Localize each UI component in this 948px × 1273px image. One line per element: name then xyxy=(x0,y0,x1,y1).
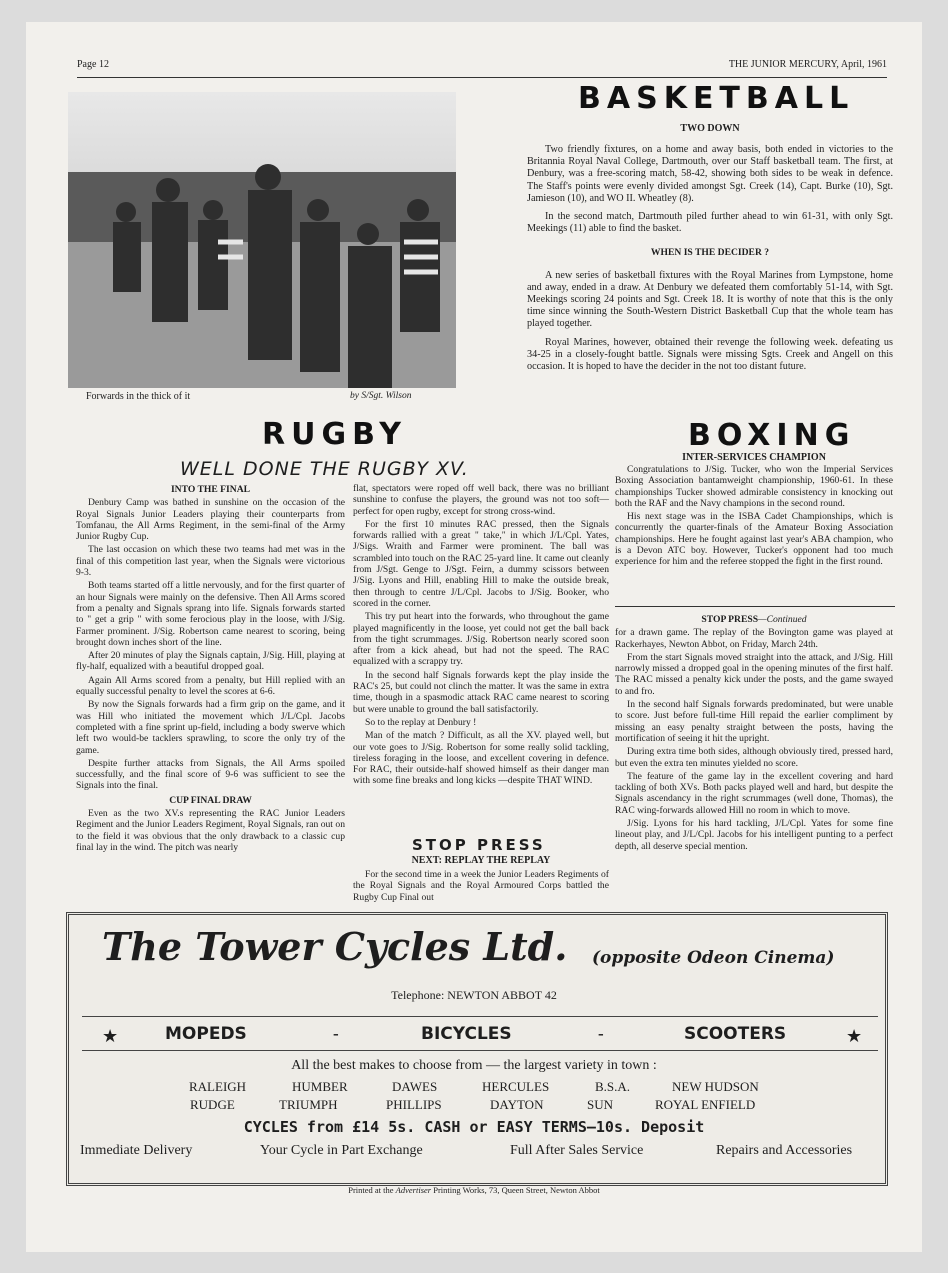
brand: PHILLIPS xyxy=(386,1097,442,1112)
advert-deal: CYCLES from £14 5s. CASH or EASY TERMS—10s. Deposit xyxy=(243,1118,705,1136)
stop-press-text-block xyxy=(353,869,609,905)
category-separator: - xyxy=(598,1024,604,1043)
stop-press-paragraph: From the start Signals moved straight into the attack, and J/Sig. Hill narrowly missed a dropped goal in the opening minutes of the first half. The RAC missed a penalty kick under the posts, and the game swayed to and fro. xyxy=(615,651,893,697)
basketball-paragraph: Royal Marines, however, obtained their revenge the following week. defeating us 34-25 in a closely-fought battle. Signals were missing Sgts. Creek and Angell on this occasion. It is hoped to have the decider in the not too distant future. xyxy=(527,336,893,373)
boxing-paragraph: His next stage was in the ISBA Cadet Championships, which is concurrently the quarter-finals of the Amateur Boxing Association championships. Here he fought against last year's ABA champion, who is a Devon ATC boy. However, Tucker's opponent had too much experience for him and the referee stopped the fight in the first round. xyxy=(615,511,893,568)
header-rule xyxy=(77,77,887,78)
brand: NEW HUDSON xyxy=(672,1079,759,1094)
stop-press-continued xyxy=(615,611,893,854)
brand: B.S.A. xyxy=(595,1079,631,1094)
rugby-photo xyxy=(68,92,456,388)
brand: SUN xyxy=(587,1097,614,1112)
printer-pre: Printed at the xyxy=(348,1185,396,1195)
printer-post: Printing Works, 73, Queen Street, Newton Abbot xyxy=(431,1185,600,1195)
star-icon: ★ xyxy=(846,1026,863,1046)
basketball-paragraph: In the second match, Dartmouth piled further ahead to win 61-31, with only Sgt. Meekings (11) able to find the basket. xyxy=(527,211,893,235)
rugby-title: RUGBY xyxy=(262,417,408,452)
stop-press-heading xyxy=(615,614,893,625)
masthead: THE JUNIOR MERCURY, April, 1961 xyxy=(728,59,887,70)
boxing-rule xyxy=(615,606,895,607)
stop-press-paragraph: for a drawn game. The replay of the Bovington game was played at Rackerhayes, Newton Abbot, on Friday, March 24th. xyxy=(615,627,893,650)
advert-location: (opposite Odeon Cinema) xyxy=(592,948,835,968)
category-bicycles: BICYCLES xyxy=(421,1024,512,1044)
rugby-paragraph: Both teams started off a little nervously, and for the first quarter of an hour Signals were mainly on the defensive. Then All Arms scored from a penalty and Signals sprang into life. Signals forwards started to " get a grip " with some ferocious play in the loose, with J/Sig. Farmer prominent. J/Sig. Robertson came nearest to scoring, being brought down inches short of the line. xyxy=(76,580,345,648)
stop-press-text: For the second time in a week the Junior Leaders Regiments of the Royal Signals and the Royal Armoured Corps battled the Rugby Cup Final out xyxy=(353,869,609,903)
brand: HUMBER xyxy=(292,1079,348,1094)
rugby-players-image xyxy=(68,92,456,388)
page-number: Page 12 xyxy=(77,59,109,70)
basketball-title: BASKETBALL xyxy=(578,81,855,116)
rugby-paragraph: Even as the two XV.s representing the RAC Junior Leaders Regiment and the Junior Leaders Regiment, Royal Signals, ran out on to the field it was obvious that the only drawback to a classic cup final lay in the wind. The pitch was nearly xyxy=(76,808,345,853)
rugby-paragraph: The last occasion on which these two teams had met was in the final of this competition last year, when the Signals were victorious 9-3. xyxy=(76,544,345,579)
service: Full After Sales Service xyxy=(510,1143,644,1158)
basketball-subheading: WHEN IS THE DECIDER ? xyxy=(650,247,770,259)
rugby-paragraph: flat, spectators were roped off well back, there was no brilliant sunshine to confuse the players, the ground was not too soft—perfect for open rugby, except for strong cross-wind. xyxy=(353,483,609,517)
advert-rule xyxy=(82,1016,878,1017)
boxing-subtitle: INTER-SERVICES CHAMPION xyxy=(682,452,826,463)
photo-caption: Forwards in the thick of it xyxy=(86,391,191,402)
boxing-article xyxy=(615,464,893,570)
service: Your Cycle in Part Exchange xyxy=(260,1143,423,1158)
brand: RALEIGH xyxy=(189,1079,247,1094)
stop-press-subtitle: NEXT: REPLAY THE REPLAY xyxy=(411,855,551,866)
printer-name: Advertiser xyxy=(395,1185,432,1195)
category-scooters: SCOOTERS xyxy=(684,1024,787,1044)
continued-label: —Continued xyxy=(758,614,807,625)
stop-press-paragraph: In the second half Signals forwards predominated, but were unable to score. Just before full-time Hill repaid the earlier compliment by missing an easy penalty straight between the posts, having the mortification of seeing it hit the upright. xyxy=(615,699,893,744)
rugby-paragraph: So to the replay at Denbury ! xyxy=(365,716,477,728)
brand: DAWES xyxy=(392,1079,438,1094)
rugby-subtitle: WELL DONE THE RUGBY XV. xyxy=(180,458,469,480)
service: Immediate Delivery xyxy=(80,1143,193,1158)
basketball-article xyxy=(527,144,893,379)
advert-rule xyxy=(82,1050,878,1051)
advert-lead: All the best makes to choose from — the largest variety in town : xyxy=(291,1058,657,1073)
brand: HERCULES xyxy=(482,1079,550,1094)
photo-credit: by S/Sgt. Wilson xyxy=(350,391,412,401)
brand: ROYAL ENFIELD xyxy=(655,1097,756,1112)
brand: TRIUMPH xyxy=(279,1097,338,1112)
rugby-paragraph: Man of the match ? Difficult, as all the XV. played well, but our vote goes to J/Sig. Robertson for some really solid tackling, tireless foraging in the loose, and excellent covering in defence. For RAC, their outside-half showed himself as their danger man with some fine breaks and long kicks —despite THAT WIND. xyxy=(353,730,609,787)
rugby-paragraph: In the second half Signals forwards kept the play inside the RAC's 25, but could not clinch the matter. It was the same in extra time, though in a spasmodic attack RAC came nearest to scoring but were unable to ground the ball satisfactorily. xyxy=(353,669,609,715)
rugby-subheading: INTO THE FINAL xyxy=(170,484,251,495)
boxing-title: BOXING xyxy=(688,418,856,453)
basketball-paragraph: Two friendly fixtures, on a home and away basis, both ended in victories to the Britannia Royal Naval College, Dartmouth, over our Staff basketball team. The first, at Denbury, was a free-scoring match, 58-42, showing both sides to be weak in defence. The Staff's points were evenly divided amongst Sgt. Creek (14), Capt. Burke (10), Sgt. Jamieson (10), and WO II. Wheatley (8). xyxy=(527,144,893,204)
rugby-paragraph: Despite further attacks from Signals, the All Arms spoiled successfully, and the final score of 9-6 was sufficient to see the Signals into the final. xyxy=(76,757,345,792)
service: Repairs and Accessories xyxy=(716,1143,853,1158)
basketball-paragraph: A new series of basketball fixtures with the Royal Marines from Lympstone, home and away, ended in a draw. At Denbury we defeated them comfortably 51-14, with Sgt. Meekings scoring 24 points and Sgt. Creek 18. It is worthy of note that this is the only time since winning the South-Western District Basketball Cup that the whole team has played together. xyxy=(527,269,893,330)
advert-telephone: Telephone: NEWTON ABBOT 42 xyxy=(391,988,557,1002)
boxing-paragraph: Congratulations to J/Sig. Tucker, who won the Imperial Services Boxing Association bantamweight championship, 1960-61. In these championships Tucker showed admirable consistency in knocking out both the RAF and the Navy champions in the second round. xyxy=(615,464,893,509)
printer-credit xyxy=(0,1185,948,1195)
category-separator: - xyxy=(333,1024,339,1043)
stop-press-label: STOP PRESS xyxy=(701,614,759,625)
rugby-paragraph: Again All Arms scored from a penalty, but Hill replied with an equally successful penalty to level the scores at 6-6. xyxy=(76,674,345,698)
rugby-column-2 xyxy=(353,483,609,789)
rugby-paragraph: Denbury Camp was bathed in sunshine on the occasion of the Royal Signals Junior Leaders playing their counterparts from Tomfanau, the All Arms Regiment, in the semi-final of the Army Junior Rugby Cup. xyxy=(76,497,345,543)
basketball-subtitle: TWO DOWN xyxy=(680,123,740,134)
stop-press-paragraph: J/Sig. Lyons for his hard tackling, J/L/Cpl. Yates for some fine lineout play, and J/L/Cpl. Jacobs for his intelligent punting to a perfect depth, all deserve special mention. xyxy=(615,818,893,852)
stop-press-paragraph: During extra time both sides, although obviously tired, pressed hard, but even the extra ten minutes yielded no score. xyxy=(615,746,893,769)
category-mopeds: MOPEDS xyxy=(165,1024,247,1044)
brand: RUDGE xyxy=(190,1097,235,1112)
page-header xyxy=(77,59,887,73)
rugby-paragraph: For the first 10 minutes RAC pressed, then the Signals forwards rallied with a great " take," in which J/L/Cpl. Yates, J/Sigs. Wraith and Farmer were prominent. The ball was scrambled into touch on the RAC 25-yard line. It came out cleanly from J/Sgt. Genge to J/Sgt. Feirn, a dummy scissors between J/Sig. Lyons and Hill, enabling Hill to make the outside break, then through to centre J/L/Cpl. Jacobs to J/Sig. Booker, who scored in the corner. xyxy=(353,518,609,609)
stop-press-title: STOP PRESS xyxy=(412,836,546,854)
rugby-column-1 xyxy=(76,481,345,855)
rugby-paragraph: After 20 minutes of play the Signals captain, J/Sig. Hill, playing at fly-half, equalized with a beautiful dropped goal. xyxy=(76,650,345,673)
rugby-subheading: CUP FINAL DRAW xyxy=(169,794,252,806)
brand: DAYTON xyxy=(490,1097,544,1112)
rugby-paragraph: By now the Signals forwards had a firm grip on the game, and it was Hill who initiated the movement which J/L/Cpl. Jacobs completed with a fine sprint up-field, including a body swerve which left two would-be tacklers sprawling, to score the only try of the game. xyxy=(76,699,345,756)
advert-name: The Tower Cycles Ltd. xyxy=(102,924,568,969)
rugby-paragraph: This try put heart into the forwards, who throughout the game played magnificently in the loose, yet could not get the ball back from the tight scrummages. J/Sig. Robertson nearly scored soon after from a kick ahead, but had not the speed. The RAC equalized with a scrappy try. xyxy=(353,611,609,668)
star-icon: ★ xyxy=(102,1026,119,1046)
stop-press-paragraph: The feature of the game lay in the excellent covering and hard tackling of both XVs. Both packs played well and hard, but despite the Signals ascendancy in the right scrummages (well done, Thomas), the RAC wing-forwards allowed Hill no room in which to move. xyxy=(615,770,893,816)
